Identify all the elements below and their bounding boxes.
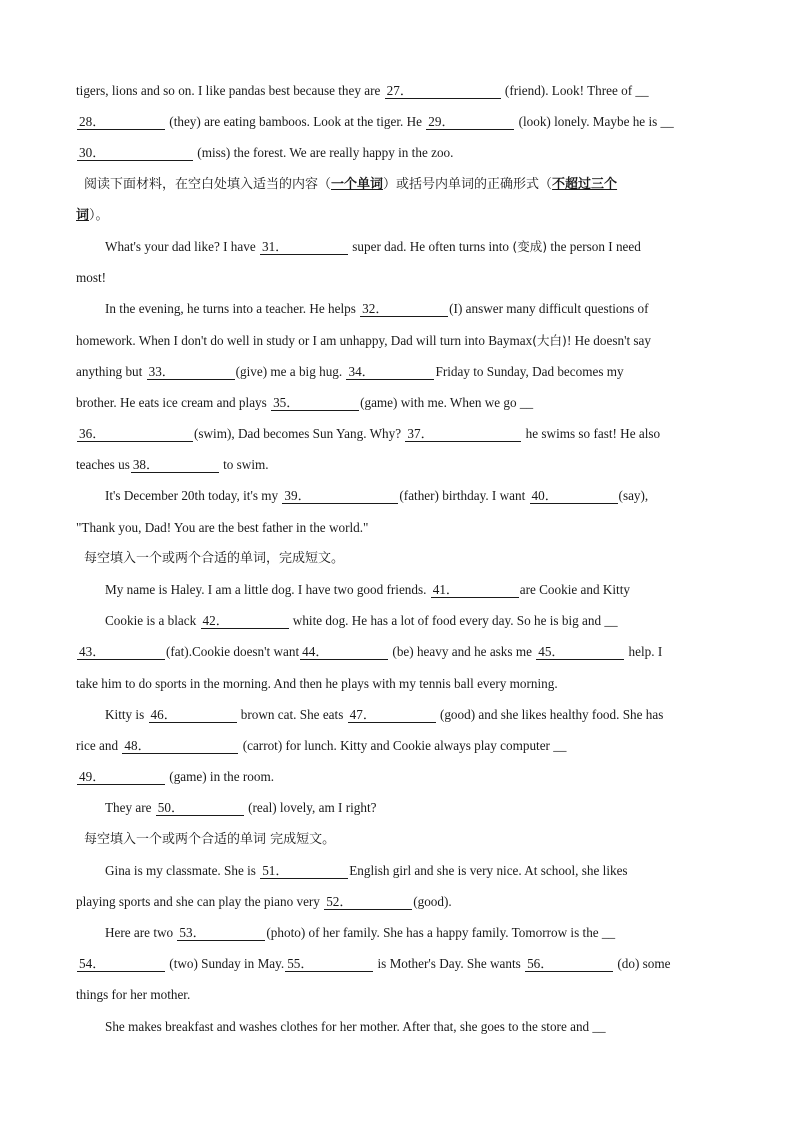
passage-text: ! He doesn't say — [566, 332, 651, 348]
passage-text: (carrot) for lunch. Kitty and Cookie always play computer __ — [239, 737, 567, 753]
answer-blank[interactable]: 54． — [77, 956, 165, 972]
passage-text: (friend). Look! Three of __ — [501, 83, 649, 98]
text-line — [76, 483, 720, 514]
passage-text: tigers, lions and so on. I like pandas best because they are — [76, 83, 384, 98]
answer-blank[interactable]: 27． — [385, 83, 501, 99]
text-line — [76, 515, 720, 546]
answer-blank[interactable]: 39． — [282, 488, 398, 504]
text-line — [76, 889, 720, 920]
passage-text: help. I — [625, 644, 663, 660]
text-line — [76, 359, 720, 390]
passage-text: Here are two — [105, 925, 177, 941]
passage-text: homework. When I don't do well in study or I am unhappy, Dad will turn into Baymax — [76, 332, 533, 348]
passage-text: most! — [76, 270, 107, 286]
passage-text: (game) in the room. — [166, 769, 275, 785]
passage-text: (I) answer many difficult questions of — [449, 301, 649, 317]
passage-text: They are — [105, 800, 155, 816]
passage-text: is Mother's Day. She wants — [374, 956, 525, 972]
answer-blank[interactable]: 50． — [156, 800, 244, 816]
emphasis-text: 词 — [76, 207, 90, 223]
passage-text: (fat).Cookie doesn't want — [166, 644, 300, 660]
passage-text: (real) lovely, am I right? — [244, 800, 377, 816]
answer-blank[interactable]: 53． — [177, 925, 265, 941]
passage-text: he swims so fast! He also — [522, 426, 661, 442]
passage-text: She makes breakfast and washes clothes for her mother. After that, she goes to the store and __ — [105, 1018, 606, 1034]
answer-blank[interactable]: 43． — [77, 644, 165, 660]
text-line — [76, 109, 720, 140]
answer-blank[interactable]: 42． — [201, 613, 289, 629]
passage-text: take him to do sports in the morning. And then he plays with my tennis ball every morning. — [76, 675, 558, 691]
emphasis-text: 一个单词 — [331, 176, 384, 192]
passage-text: ）。 — [89, 207, 109, 223]
instruction-line — [76, 172, 720, 203]
answer-blank[interactable]: 32． — [360, 301, 448, 317]
answer-blank[interactable]: 30． — [77, 145, 193, 161]
text-line — [76, 421, 720, 452]
passage-text: (father) birthday. I want — [399, 488, 529, 504]
text-line — [76, 577, 720, 608]
answer-blank[interactable]: 51． — [260, 863, 348, 879]
text-line — [76, 452, 720, 483]
text-line — [76, 982, 720, 1013]
answer-blank[interactable]: 28． — [77, 114, 165, 130]
passage-text: (they) are eating bamboos. Look at the tiger. He — [166, 114, 426, 130]
answer-blank[interactable]: 33． — [147, 364, 235, 380]
passage-text: 每空填入一个或两个合适的单词，完成短文。 — [84, 550, 345, 566]
passage-text: (miss) the forest. We are really happy in the zoo. — [194, 145, 454, 161]
passage-text: brown cat. She eats — [237, 706, 347, 722]
instruction-line — [76, 827, 720, 858]
passage-text: to swim. — [219, 457, 269, 473]
answer-blank[interactable]: 47． — [348, 707, 436, 723]
answer-blank[interactable]: 45． — [536, 644, 624, 660]
document-page — [76, 78, 720, 1045]
answer-blank[interactable]: 56． — [525, 956, 613, 972]
passage-text: Cookie is a black — [105, 613, 200, 629]
passage-text: brother. He eats ice cream and plays — [76, 394, 271, 410]
text-line — [76, 296, 720, 327]
answer-blank[interactable]: 40． — [530, 488, 618, 504]
passage-text: It's December 20th today, it's my — [105, 488, 282, 504]
answer-blank[interactable]: 34． — [346, 364, 434, 380]
text-line — [76, 951, 720, 982]
answer-blank[interactable]: 31． — [260, 239, 348, 255]
passage-text: Friday to Sunday, Dad becomes my — [435, 363, 624, 379]
passage-text: My name is Haley. I am a little dog. I have two good friends. — [105, 582, 430, 597]
text-line — [76, 608, 720, 639]
text-line — [76, 639, 720, 670]
passage-text: playing sports and she can play the piano very — [76, 893, 324, 909]
passage-text: 阅读下面材料，在空白处填入适当的内容（ — [84, 176, 332, 192]
text-line — [76, 265, 720, 296]
answer-blank[interactable]: 44． — [300, 644, 388, 660]
answer-blank[interactable]: 38． — [131, 457, 219, 473]
passage-text: English girl and she is very nice. At school, she likes — [349, 862, 628, 878]
answer-blank[interactable]: 29． — [426, 114, 514, 130]
passage-text: (give) me a big hug. — [235, 363, 346, 379]
text-line — [76, 858, 720, 889]
passage-text: (be) heavy and he asks me — [389, 644, 536, 660]
text-line — [76, 671, 720, 702]
passage-text: teaches us — [76, 457, 130, 473]
answer-blank[interactable]: 37． — [405, 426, 521, 442]
answer-blank[interactable]: 49． — [77, 769, 165, 785]
passage-text: 每空填入一个或两个合适的单词 完成短文。 — [84, 831, 336, 847]
passage-text: "Thank you, Dad! You are the best father in the world." — [76, 519, 369, 535]
passage-text: (photo) of her family. She has a happy family. Tomorrow is the __ — [266, 925, 616, 941]
answer-blank[interactable]: 55． — [285, 956, 373, 972]
passage-text: Kitty is — [105, 706, 148, 722]
passage-text: ）或括号内单词的正确形式（ — [383, 176, 553, 192]
instruction-line — [76, 546, 720, 577]
gloss-text: (变成) — [512, 238, 548, 254]
gloss-text: (大白) — [532, 332, 567, 348]
passage-text: Gina is my classmate. She is — [105, 862, 260, 878]
text-line — [76, 702, 720, 733]
answer-blank[interactable]: 52． — [324, 894, 412, 910]
passage-text: anything but — [76, 363, 146, 379]
passage-text: (game) with me. When we go __ — [360, 394, 534, 410]
passage-text: (two) Sunday in May. — [166, 956, 285, 972]
emphasis-text: 不超过三个 — [552, 176, 618, 192]
text-line — [76, 390, 720, 421]
answer-blank[interactable]: 46． — [149, 707, 237, 723]
passage-text: (good) and she likes healthy food. She has — [436, 706, 664, 722]
passage-text: (do) some — [614, 956, 671, 972]
passage-text: super dad. He often turns into — [348, 238, 513, 254]
text-line — [76, 78, 720, 109]
passage-text: (good). — [413, 893, 452, 909]
passage-text: (look) lonely. Maybe he is __ — [515, 114, 674, 130]
text-line — [76, 795, 720, 826]
passage-text: (swim), Dad becomes Sun Yang. Why? — [194, 426, 405, 442]
passage-text: things for her mother. — [76, 987, 191, 1003]
text-line — [76, 234, 720, 265]
passage-text: the person I need — [547, 238, 641, 254]
text-line — [76, 764, 720, 795]
passage-text: (say), — [618, 488, 649, 504]
text-line — [76, 920, 720, 951]
passage-text: In the evening, he turns into a teacher. He helps — [105, 301, 360, 317]
passage-text: white dog. He has a lot of food every day. So he is big and __ — [289, 613, 618, 629]
text-line — [76, 1014, 720, 1045]
answer-blank[interactable]: 35． — [271, 395, 359, 411]
passage-text: are Cookie and Kitty — [519, 582, 630, 597]
text-line — [76, 733, 720, 764]
answer-blank[interactable]: 36． — [77, 426, 193, 442]
instruction-line — [76, 203, 720, 234]
answer-blank[interactable]: 48． — [122, 738, 238, 754]
text-line — [76, 140, 720, 171]
passage-text: rice and — [76, 737, 122, 753]
text-line — [76, 328, 720, 359]
answer-blank[interactable]: 41． — [431, 582, 519, 598]
passage-text: What's your dad like? I have — [105, 238, 259, 254]
